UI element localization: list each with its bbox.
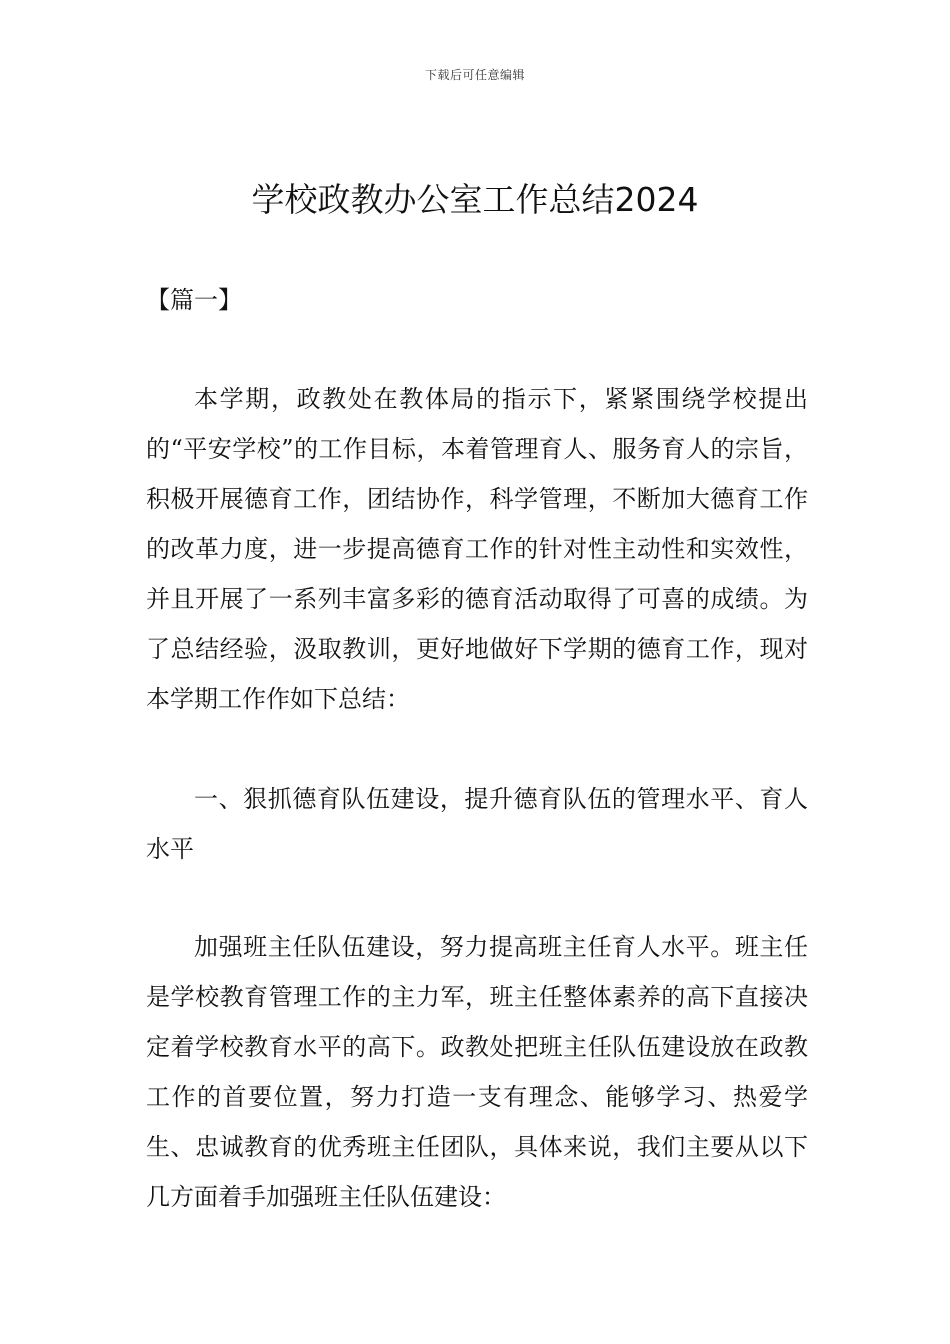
- document-title: 学校政教办公室工作总结2024: [251, 180, 699, 219]
- paragraph-intro: 本学期，政教处在教体局的指示下，紧紧围绕学校提出的“平安学校”的工作目标，本着管理育人、服务育人的宗旨，积极开展德育工作，团结协作，科学管理，不断加大德育工作的改革力度，进一步提高德育工作的针对性主动性和实效性，并且开展了一系列丰富多彩的德育活动取得了可喜的成绩。为了总结经验，汲取教训，更好地做好下学期的德育工作，现对本学期工作作如下总结：: [146, 385, 808, 713]
- section-heading-1: 一、狠抓德育队伍建设，提升德育队伍的管理水平、育人水平: [146, 785, 808, 863]
- section-tag: 【篇一】: [146, 286, 242, 314]
- header-note: 下载后可任意编辑: [424, 68, 525, 82]
- paragraph-class-teacher: 加强班主任队伍建设，努力提高班主任育人水平。班主任是学校教育管理工作的主力军，班主任整体素养的高下直接决定着学校教育水平的高下。政教处把班主任队伍建设放在政教工作的首要位置，努力打造一支有理念、能够学习、热爱学生、忠诚教育的优秀班主任团队，具体来说，我们主要从以下几方面着手加强班主任队伍建设：: [146, 933, 808, 1211]
